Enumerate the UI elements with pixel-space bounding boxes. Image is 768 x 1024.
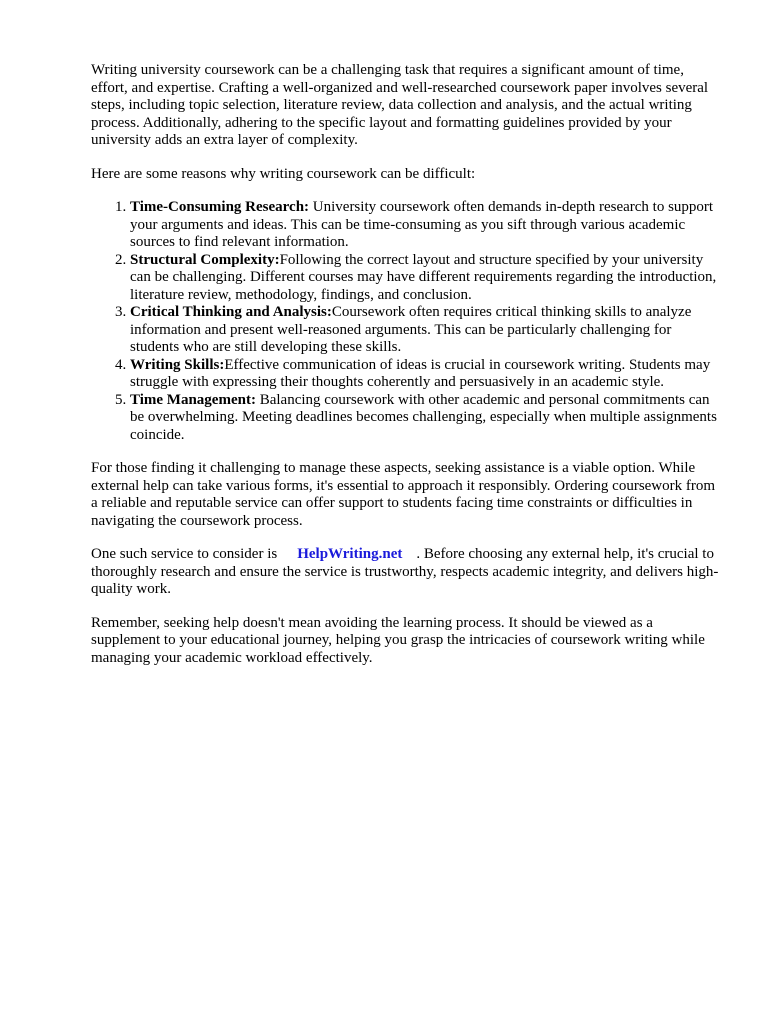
- list-item-text: Effective communication of ideas is crucial in coursework writing. Students may struggle with expressing their thoughts coherently and persuasively in an academic style.: [130, 356, 711, 390]
- list-item-text: Balancing coursework with other academic and personal commitments can be overwhelming. Meeting deadlines becomes challenging, especially when multiple assignments coincide.: [130, 391, 717, 443]
- list-item-title: Writing Skills:: [130, 356, 225, 373]
- intro-paragraph: Writing university coursework can be a challenging task that requires a significant amount of time, effort, and expertise. Crafting a well-organized and well-researched coursework paper involves several steps, including topic selection, literature review, data collection and analysis, and the actual writing process. Additionally, adhering to the specific layout and formatting guidelines provided by your university adds an extra layer of complexity.: [91, 62, 709, 148]
- closing-paragraph: Remember, seeking help doesn't mean avoiding the learning process. It should be viewed as a supplement to your educational journey, helping you grasp the intricacies of coursework writing while managing your academic workload effectively.: [91, 614, 705, 666]
- list-item-title: Structural Complexity:: [130, 251, 280, 268]
- list-item: [130, 357, 723, 392]
- list-item-title: Time-Consuming Research:: [130, 199, 310, 215]
- list-item-title: Time Management:: [130, 391, 256, 408]
- list-item: [130, 252, 723, 305]
- list-item-title: Critical Thinking and Analysis:: [130, 304, 332, 320]
- list-item-text: Coursework often requires critical thinking skills to analyze information and present well-reasoned arguments. This can be particularly challenging for students who are still developing these skills.: [130, 304, 692, 355]
- document-page: [91, 62, 723, 667]
- service-paragraph: [91, 546, 723, 599]
- service-intro-text: One such service to consider is: [91, 546, 278, 562]
- reasons-list: [91, 199, 723, 444]
- reasons-lead-paragraph: Here are some reasons why writing coursework can be difficult:: [91, 165, 476, 182]
- list-item: [130, 392, 723, 445]
- list-item: [130, 304, 723, 357]
- service-detail-text: . Before choosing any external help, it's crucial to thoroughly research and ensure the service is trustworthy, respects academic integrity, and delivers high-quality work.: [91, 546, 719, 597]
- list-item: [130, 199, 723, 252]
- list-item-text: University coursework often demands in-depth research to support your arguments and ideas. This can be time-consuming as you sift through various academic sources to find relevant information.: [130, 199, 714, 250]
- help-paragraph: For those finding it challenging to manage these aspects, seeking assistance is a viable option. While external help can take various forms, it's essential to approach it responsibly. Ordering coursework from a reliable and reputable service can offer support to students facing time constraints or difficulties in navigating the coursework process.: [91, 460, 716, 529]
- helpwriting-link[interactable]: HelpWriting.net: [297, 546, 403, 562]
- list-item-text: Following the correct layout and structure specified by your university can be challenging. Different courses may have different requirements regarding the introduction, literature review, methodology, findings, and conclusion.: [130, 251, 717, 303]
